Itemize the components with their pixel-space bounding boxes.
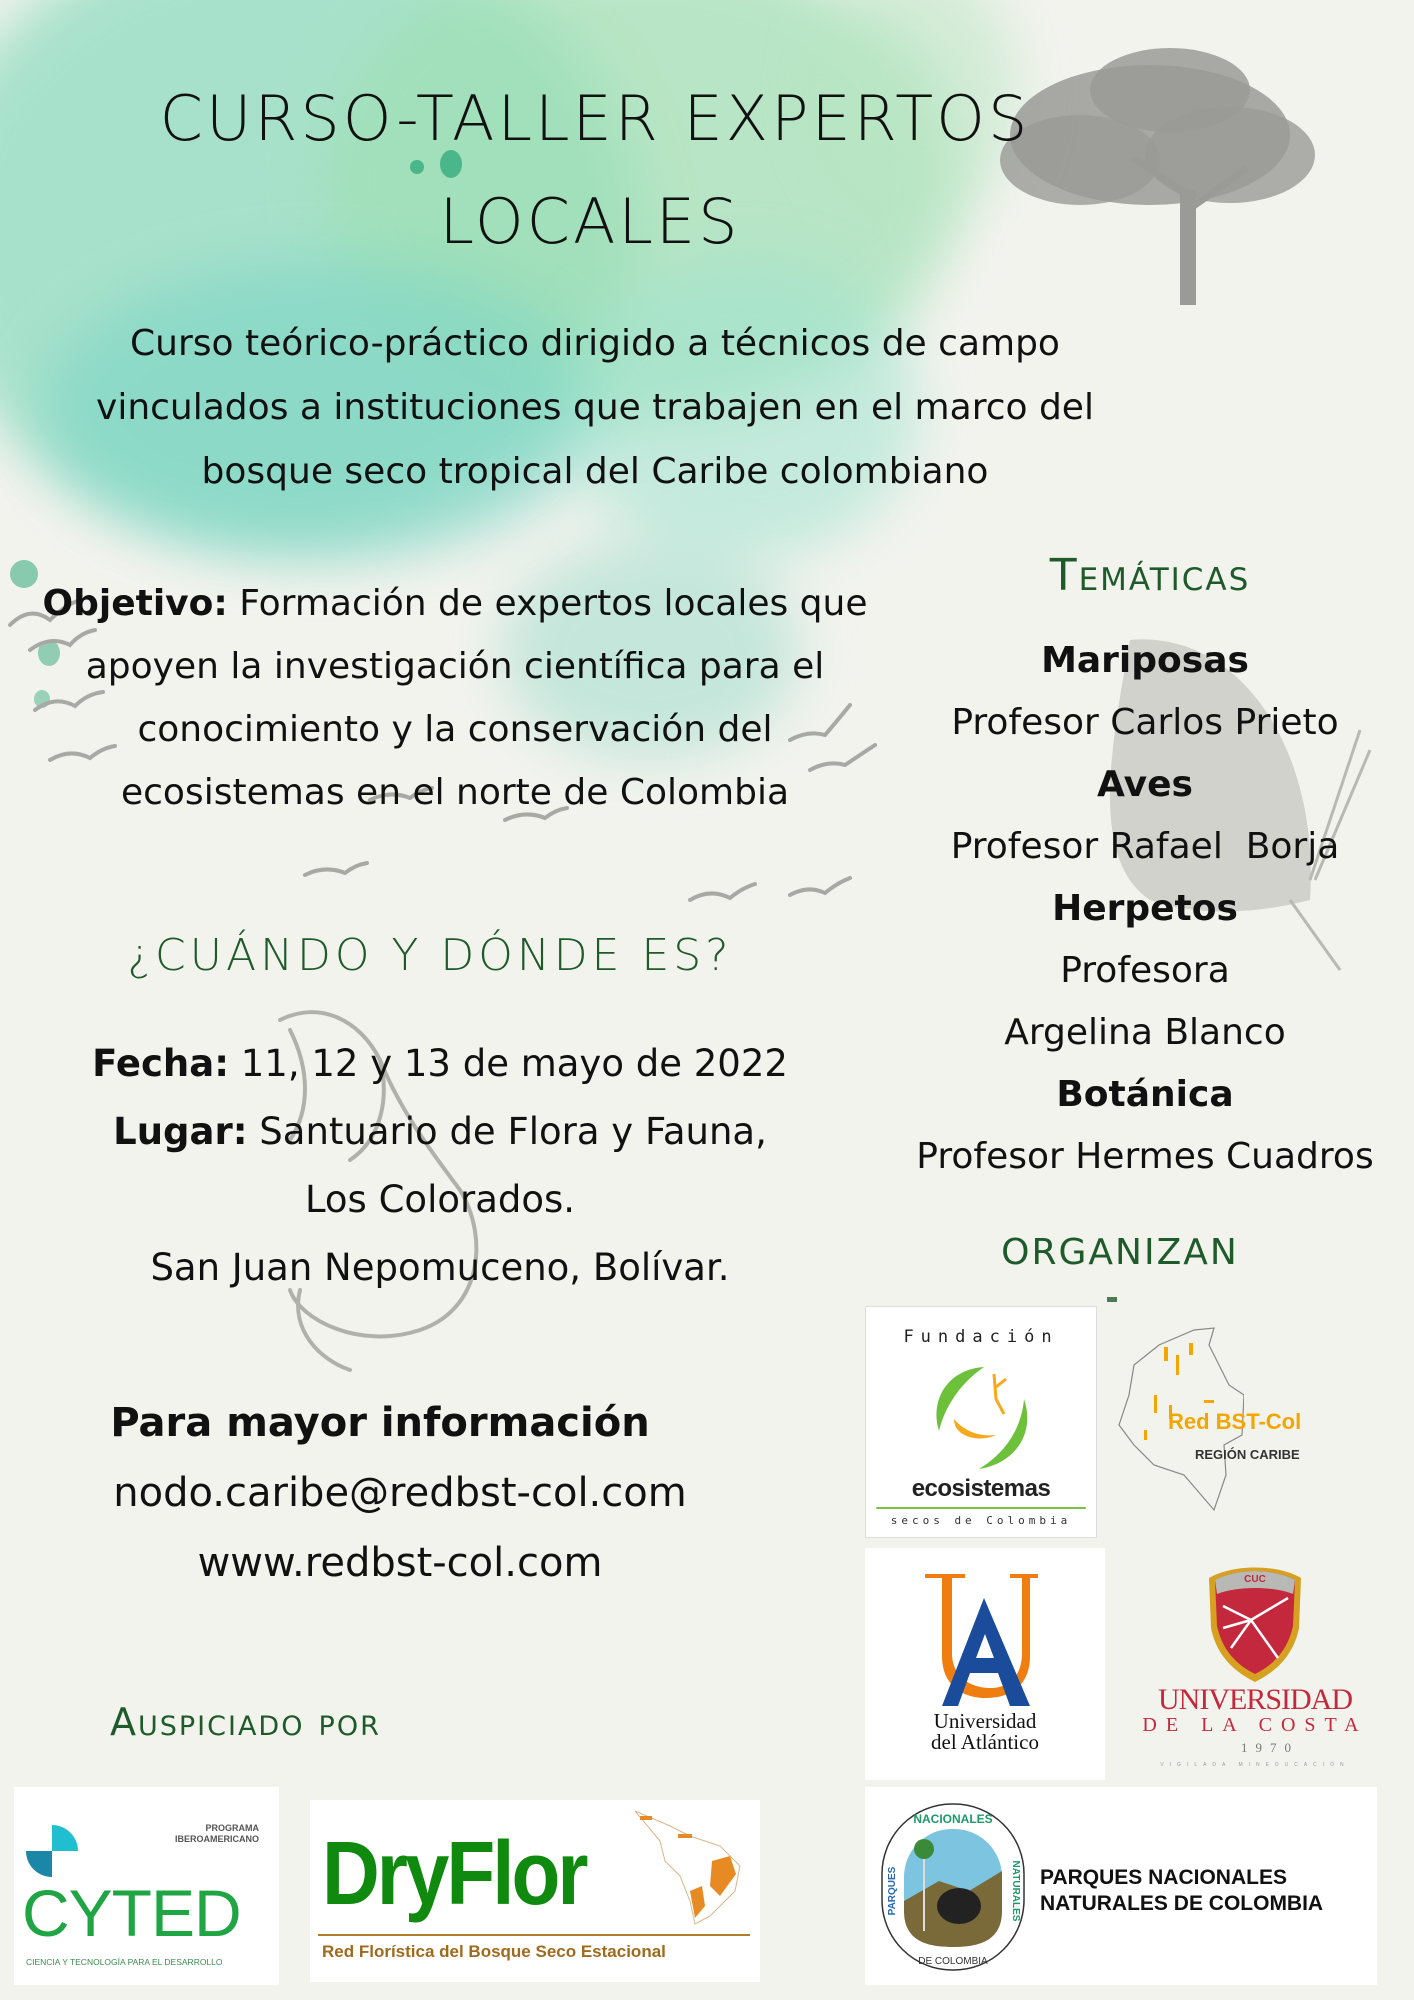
svg-text:NACIONALES: NACIONALES: [913, 1812, 993, 1826]
logo-text: Red BST-Col: [1168, 1409, 1302, 1434]
universidad-del-atlantico-logo: [865, 1548, 1105, 1780]
sponsors-heading: Auspiciado por: [110, 1700, 381, 1744]
when-where-details: [40, 1030, 840, 1302]
objective-text: Formación de expertos locales que apoyen la investigación científica para el conocimiento y la conservación del ecosistemas en el norte de Colombia: [85, 583, 868, 813]
topic-name: Herpetos: [1052, 888, 1238, 929]
logo-text: CYTED: [22, 1876, 241, 1950]
logo-text: DryFlor: [322, 1823, 586, 1923]
date-label: Fecha:: [92, 1042, 229, 1085]
topic-item: [900, 878, 1390, 1064]
logo-text-line1: Universidad: [933, 1709, 1037, 1733]
divider: [318, 1934, 750, 1936]
red-bst-col-logo: [1100, 1305, 1400, 1535]
logo-text: [865, 1711, 1105, 1753]
topic-item: [900, 630, 1390, 754]
cyted-logo: [14, 1787, 279, 1985]
logo-text: [1040, 1865, 1323, 1917]
logo-text: ecosistemas: [911, 1475, 1051, 1502]
divider: [1107, 1297, 1117, 1302]
parques-nacionales-logo: [865, 1787, 1377, 1985]
cyted-quarter-circles-icon: [26, 1825, 78, 1877]
place-label: Lugar:: [113, 1110, 248, 1153]
logo-text-line1: PARQUES NACIONALES: [1040, 1866, 1287, 1889]
date-row: [40, 1030, 840, 1098]
logo-text: 1970: [1241, 1740, 1299, 1755]
place-line2: Los Colorados.: [304, 1178, 576, 1221]
logo-text: DE LA COSTA: [1142, 1714, 1368, 1736]
cuc-shield-icon: [1203, 1558, 1307, 1683]
contact-email-link[interactable]: nodo.caribe@redbst-col.com: [113, 1470, 687, 1516]
topic-professor: Profesor Carlos Prieto: [951, 702, 1339, 743]
logo-text: Red Florística del Bosque Seco Estacional: [322, 1942, 666, 1961]
topic-professor: Profesor Hermes Cuadros: [916, 1136, 1374, 1177]
logo-text-line2: del Atlántico: [931, 1730, 1039, 1754]
logo-text: UNIVERSIDAD: [1158, 1683, 1352, 1716]
divider: [876, 1507, 1086, 1509]
fundacion-ecosistemas-logo: [865, 1306, 1097, 1538]
contact-heading: Para mayor información: [110, 1400, 650, 1446]
course-description: Curso teórico-práctico dirigido a técnicos de campo vinculados a instituciones que trabajen en el marco del bosque seco tropical del Caribe colombiano: [96, 323, 1094, 492]
svg-text:PARQUES: PARQUES: [887, 1866, 898, 1916]
topic-professor: Profesor Rafael Borja: [950, 826, 1340, 867]
contact-website-link[interactable]: www.redbst-col.com: [197, 1540, 603, 1586]
logo-text-line2: NATURALES DE COLOMBIA: [1040, 1892, 1324, 1915]
logo-text: secos de Colombia: [890, 1514, 1072, 1527]
topic-item: [900, 1064, 1390, 1188]
place-line3: San Juan Nepomuceno, Bolívar.: [150, 1246, 730, 1289]
date-value: 11, 12 y 13 de mayo de 2022: [229, 1042, 788, 1085]
place-value: Santuario de Flora y Fauna,: [247, 1110, 767, 1153]
svg-text:DE COLOMBIA: DE COLOMBIA: [918, 1956, 988, 1967]
topics-list: [900, 630, 1390, 1188]
logo-text: VIGILADA MINEDUCACIÓN: [1160, 1762, 1350, 1768]
topic-professor: Profesora Argelina Blanco: [1004, 950, 1286, 1053]
birds-illustration-2: [680, 860, 860, 920]
topic-name: Aves: [1097, 764, 1193, 805]
universidad-de-la-costa-logo: [1110, 1548, 1400, 1780]
logo-text: REGIÓN CARIBE: [1195, 1447, 1300, 1462]
parques-seal-icon: [879, 1801, 1027, 1973]
page-title-line1: CURSO-TALLER EXPERTOS: [159, 82, 1031, 155]
logo-text-line1: PROGRAMA: [205, 1823, 259, 1833]
logo-text: [175, 1823, 259, 1845]
logo-text: Fundación: [903, 1327, 1059, 1347]
ua-monogram-icon: [920, 1568, 1050, 1708]
logo-text-line2: IBEROAMERICANO: [174, 1834, 259, 1844]
dryflor-logo: [310, 1800, 760, 1982]
ecosistemas-swirl-icon: [924, 1359, 1040, 1475]
tematicas-heading: Temáticas: [1049, 550, 1251, 601]
latin-america-map-icon: [630, 1806, 750, 1926]
when-where-heading: ¿CUÁNDO Y DÓNDE ES?: [127, 930, 733, 981]
organizers-heading: ORGANIZAN: [1001, 1232, 1239, 1273]
topic-name: Mariposas: [1041, 640, 1249, 681]
objective-label: Objetivo:: [42, 583, 228, 624]
topic-name: Botánica: [1056, 1074, 1234, 1115]
page-title-line2: LOCALES: [439, 185, 741, 258]
svg-text:NATURALES: NATURALES: [1010, 1860, 1021, 1922]
objective-section: [40, 572, 870, 824]
tree-illustration: [990, 40, 1320, 310]
logo-text: CIENCIA Y TECNOLOGÍA PARA EL DESARROLLO: [26, 1957, 223, 1967]
topic-item: [900, 754, 1390, 878]
svg-text:CUC: CUC: [1244, 1574, 1266, 1585]
place-row: [40, 1098, 840, 1166]
